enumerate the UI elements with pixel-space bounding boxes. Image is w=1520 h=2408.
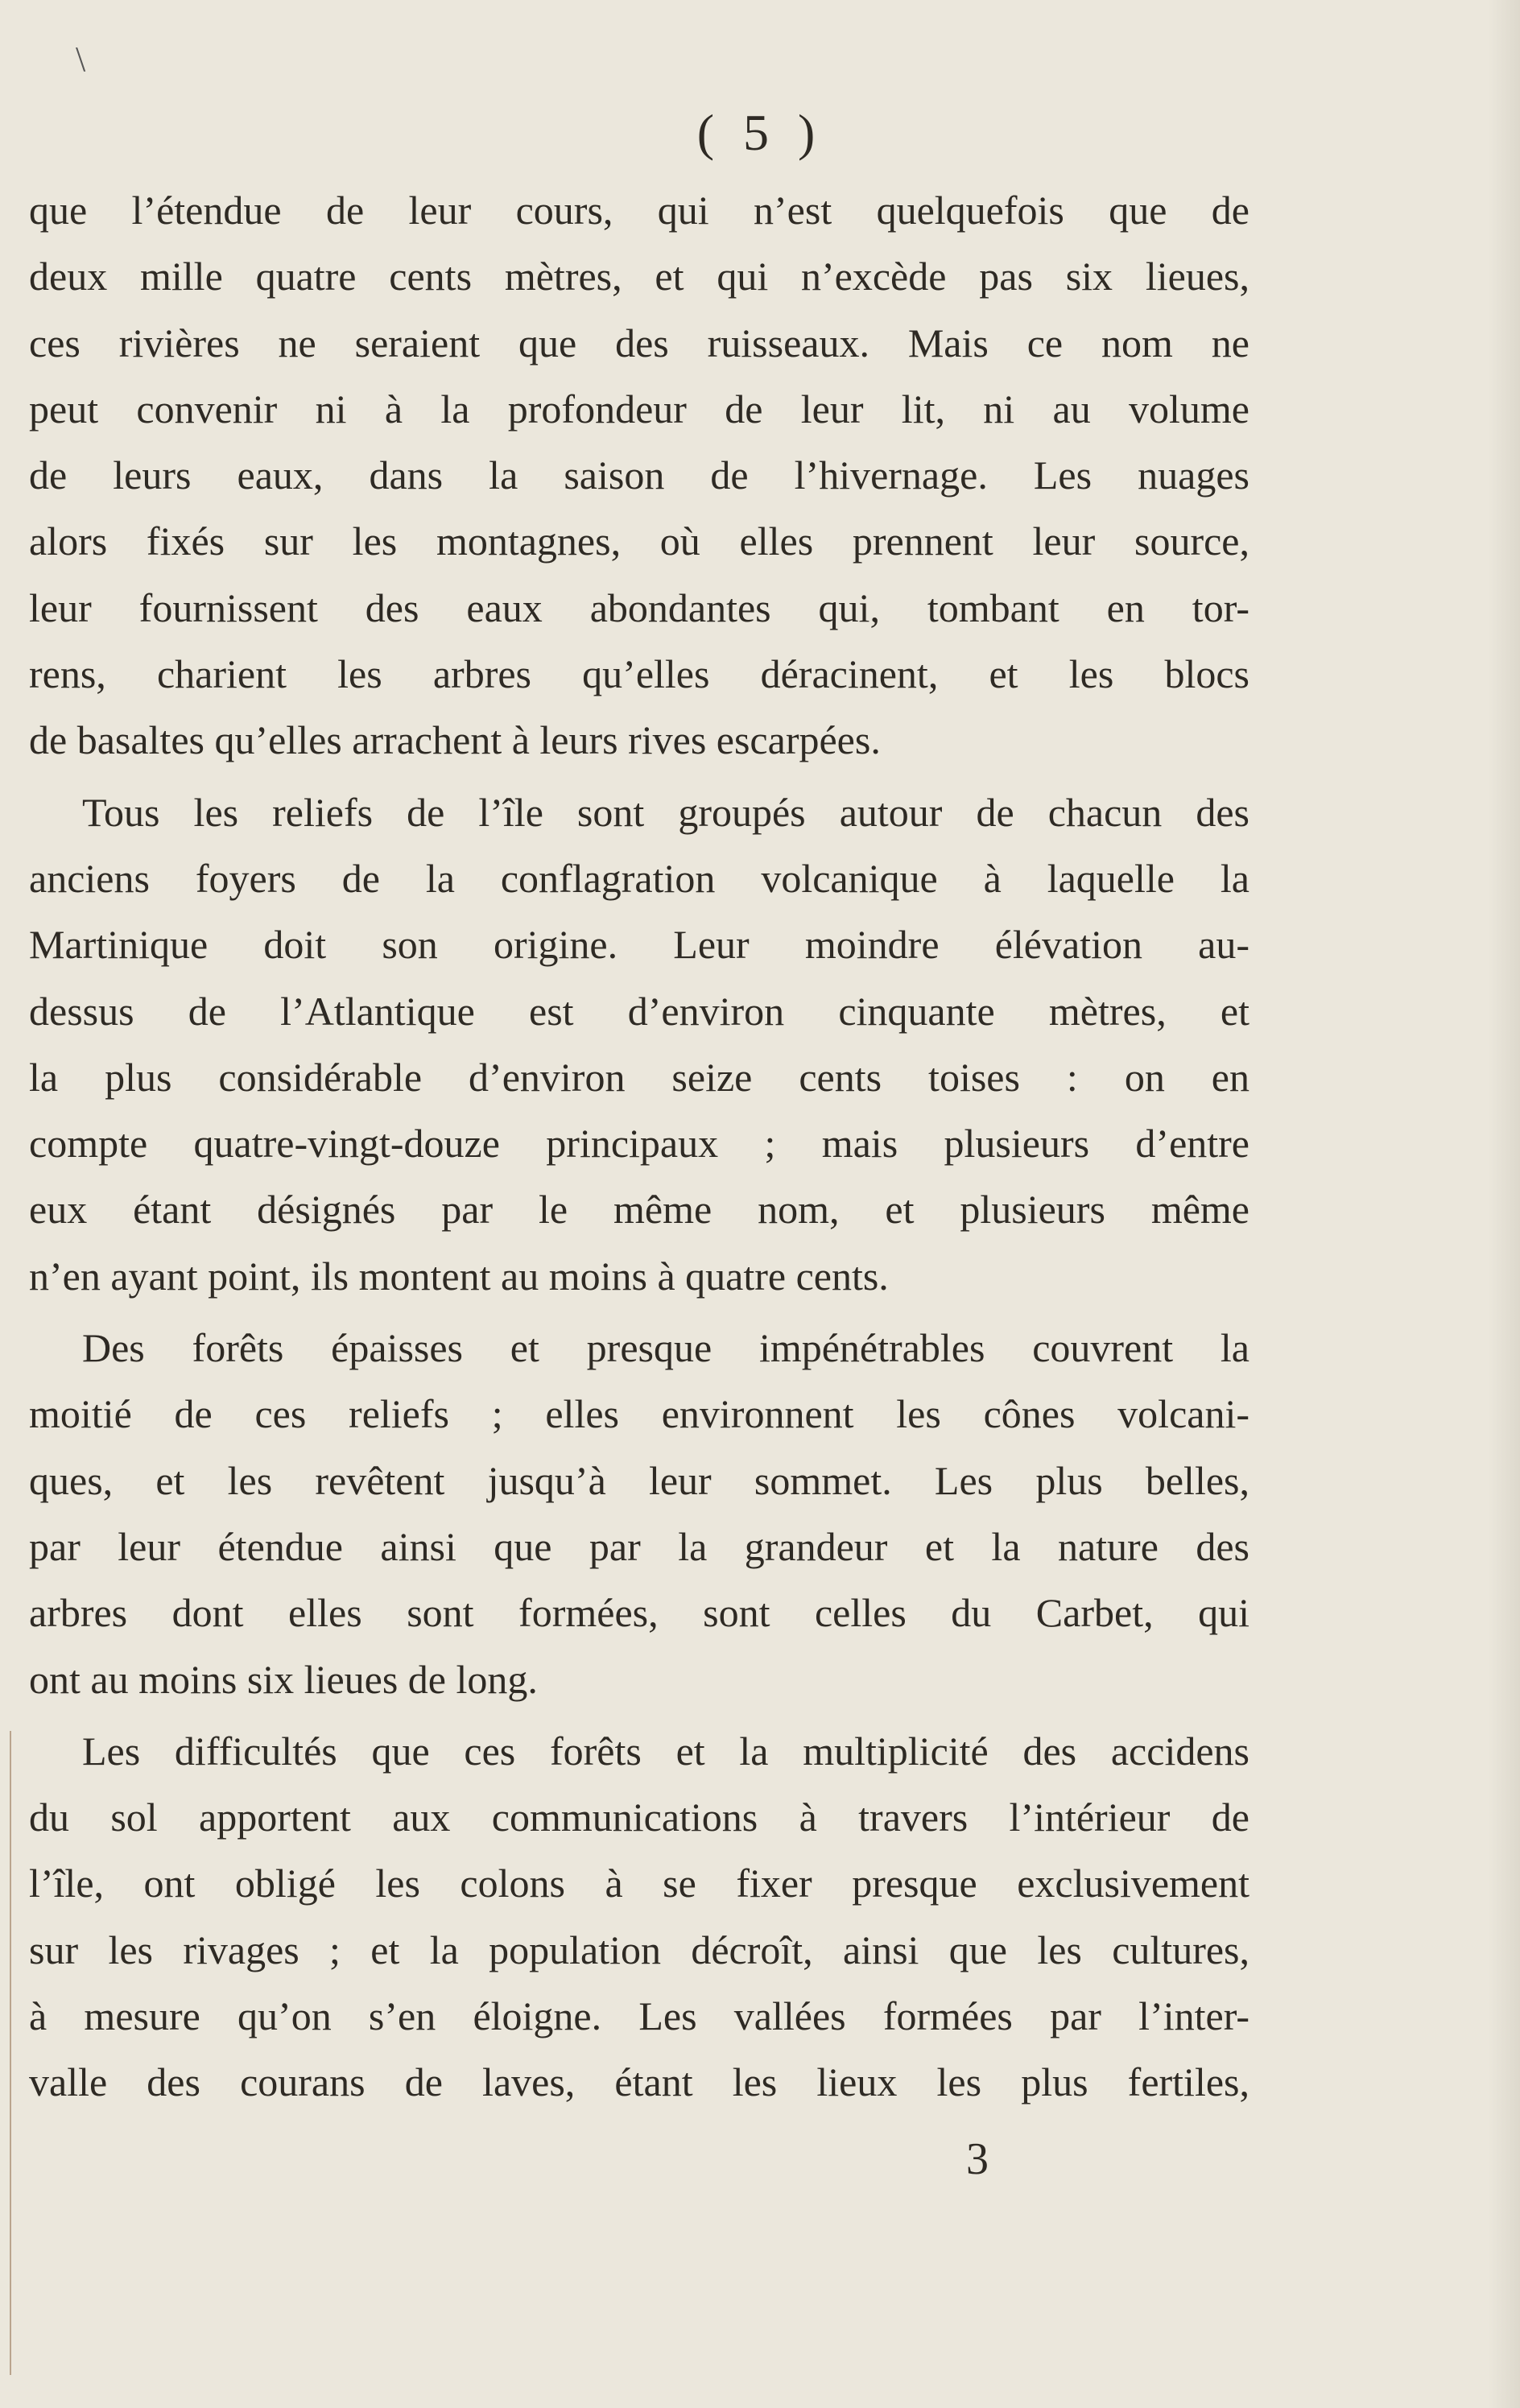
text-line: deux mille quatre cents mètres, et qui n’excède pas six lieues, — [29, 254, 1249, 299]
text-line: alors fixés sur les montagnes, où elles prennent leur source, — [29, 518, 1249, 564]
text-line: peut convenir ni à la profondeur de leur lit, ni au volume — [29, 386, 1249, 432]
text-line: n’en ayant point, ils montent au moins à quatre cents. — [29, 1253, 889, 1299]
text-line: compte quatre-vingt-douze principaux ; mais plusieurs d’entre — [29, 1121, 1249, 1167]
text-line: de leurs eaux, dans la saison de l’hivernage. Les nuages — [29, 452, 1249, 498]
paragraph-gap — [29, 1712, 1249, 1718]
text-line: la plus considérable d’environ seize cents toises : on en — [29, 1054, 1249, 1100]
paragraph — [29, 1718, 1249, 2116]
text-line: Martinique doit son origine. Leur moindre élévation au- — [29, 922, 1249, 968]
text-line: de basaltes qu’elles arrachent à leurs rives escarpées. — [29, 717, 881, 763]
text-line: ques, et les revêtent jusqu’à leur sommet. Les plus belles, — [29, 1457, 1249, 1503]
text-line: Tous les reliefs de l’île sont groupés autour de chacun des — [82, 789, 1249, 835]
text-line: Des forêts épaisses et presque impénétrables couvrent la — [82, 1325, 1249, 1371]
tick-mark: \ — [76, 39, 86, 79]
text-line: du sol apportent aux communications à travers l’intérieur de — [29, 1795, 1249, 1840]
text-line: valle des courans de laves, étant les lieux les plus fertiles, — [29, 2059, 1249, 2105]
text-line: sur les rivages ; et la population décroît, ainsi que les cultures, — [29, 1927, 1249, 1972]
text-line: Les difficultés que ces forêts et la multiplicité des accidens — [82, 1728, 1249, 1774]
paragraph — [29, 1315, 1249, 1712]
paragraph-gap — [29, 1309, 1249, 1315]
text-line: ces rivières ne seraient que des ruisseaux. Mais ce nom ne — [29, 320, 1249, 366]
body-text — [29, 177, 1249, 2116]
text-line: moitié de ces reliefs ; elles environnent les cônes volcani- — [29, 1391, 1249, 1437]
page-number: ( 5 ) — [696, 104, 824, 161]
page-fold-shadow — [1488, 0, 1520, 2408]
text-line: leur fournissent des eaux abondantes qui, tombant en tor- — [29, 584, 1249, 630]
text-line: anciens foyers de la conflagration volcanique à laquelle la — [29, 855, 1249, 901]
text-line: rens, charient les arbres qu’elles déracinent, et les blocs — [29, 651, 1249, 697]
text-line: ont au moins six lieues de long. — [29, 1656, 538, 1702]
text-line: par leur étendue ainsi que par la grandeur et la nature des — [29, 1523, 1249, 1569]
signature-mark: 3 — [966, 2134, 989, 2184]
text-line: dessus de l’Atlantique est d’environ cinquante mètres, et — [29, 988, 1249, 1034]
text-line: que l’étendue de leur cours, qui n’est quelquefois que de — [29, 188, 1249, 233]
paragraph — [29, 779, 1249, 1309]
text-line: arbres dont elles sont formées, sont celles du Carbet, qui — [29, 1590, 1249, 1636]
text-line: à mesure qu’on s’en éloigne. Les vallées formées par l’inter- — [29, 1993, 1249, 2039]
paragraph — [29, 177, 1249, 774]
paragraph-gap — [29, 774, 1249, 779]
text-line: l’île, ont obligé les colons à se fixer presque exclusivement — [29, 1861, 1249, 1906]
text-line: eux étant désignés par le même nom, et plusieurs même — [29, 1187, 1249, 1233]
binding-edge-line — [10, 1731, 11, 2375]
